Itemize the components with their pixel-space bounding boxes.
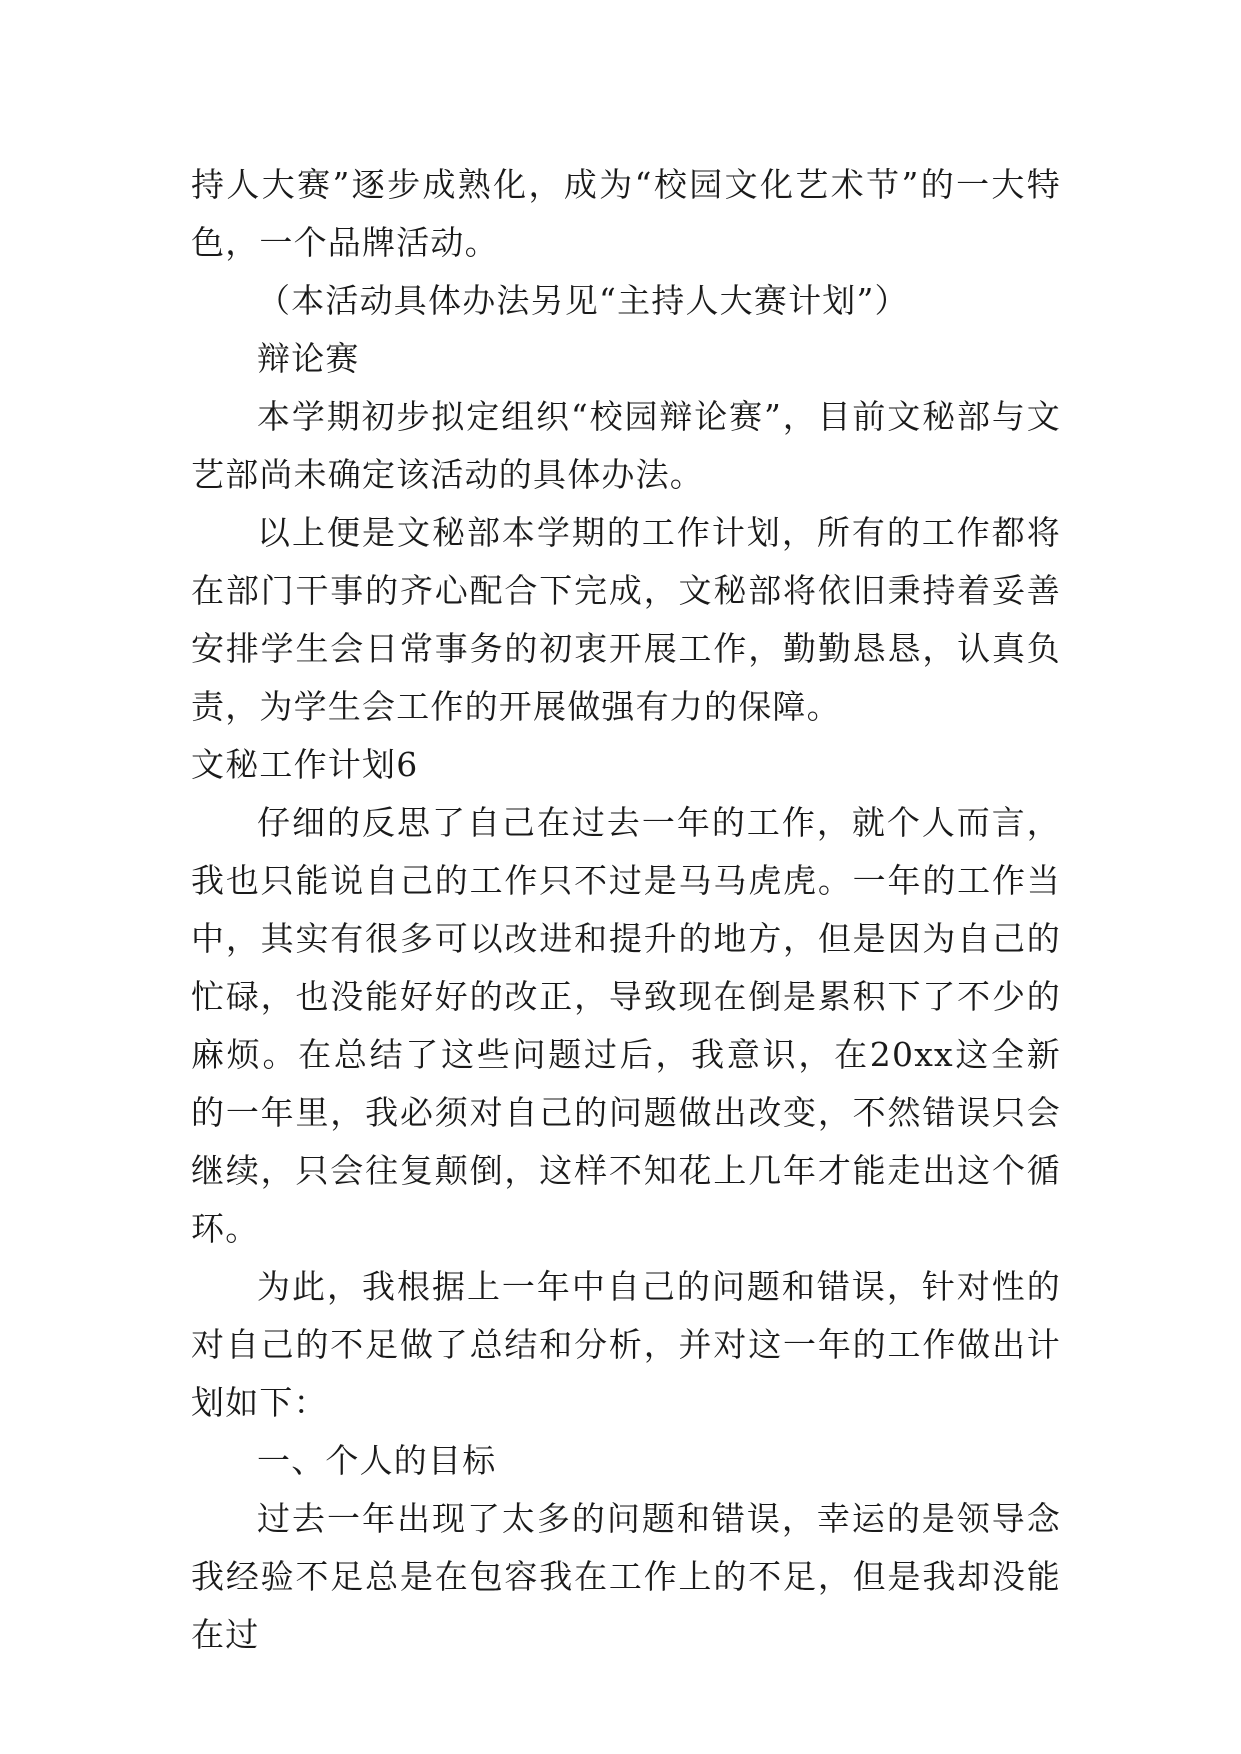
section-subheading: 辩论赛 bbox=[257, 339, 360, 378]
paragraph: 过去一年出现了太多的问题和错误，幸运的是领导念我经验不足总是在包容我在工作上的不足，但是我却没能在过 bbox=[191, 1499, 1061, 1654]
paragraph: 以上便是文秘部本学期的工作计划，所有的工作都将在部门干事的齐心配合下完成，文秘部将依旧秉持着妥善安排学生会日常事务的初衷开展工作，勤勤恳恳，认真负责，为学生会工作的开展做强有力的保障。 bbox=[191, 513, 1061, 726]
document-body bbox=[191, 156, 1061, 1664]
section-heading: 文秘工作计划6 bbox=[191, 745, 419, 784]
section-subheading: 一、个人的目标 bbox=[257, 1441, 497, 1480]
paragraph: 为此，我根据上一年中自己的问题和错误，针对性的对自己的不足做了总结和分析，并对这一年的工作做出计划如下： bbox=[191, 1267, 1061, 1422]
paragraph: 持人大赛”逐步成熟化，成为“校园文化艺术节”的一大特色，一个品牌活动。 bbox=[191, 165, 1061, 262]
paragraph: （本活动具体办法另见“主持人大赛计划”） bbox=[257, 281, 909, 320]
paragraph: 仔细的反思了自己在过去一年的工作，就个人而言，我也只能说自己的工作只不过是马马虎虎。一年的工作当中，其实有很多可以改进和提升的地方，但是因为自己的忙碌，也没能好好的改正，导致现在倒是累积下了不少的麻烦。在总结了这些问题过后，我意识，在20xx这全新的一年里，我必须对自己的问题做出改变，不然错误只会继续，只会往复颠倒，这样不知花上几年才能走出这个循环。 bbox=[191, 803, 1061, 1248]
paragraph: 本学期初步拟定组织“校园辩论赛”，目前文秘部与文艺部尚未确定该活动的具体办法。 bbox=[191, 397, 1061, 494]
